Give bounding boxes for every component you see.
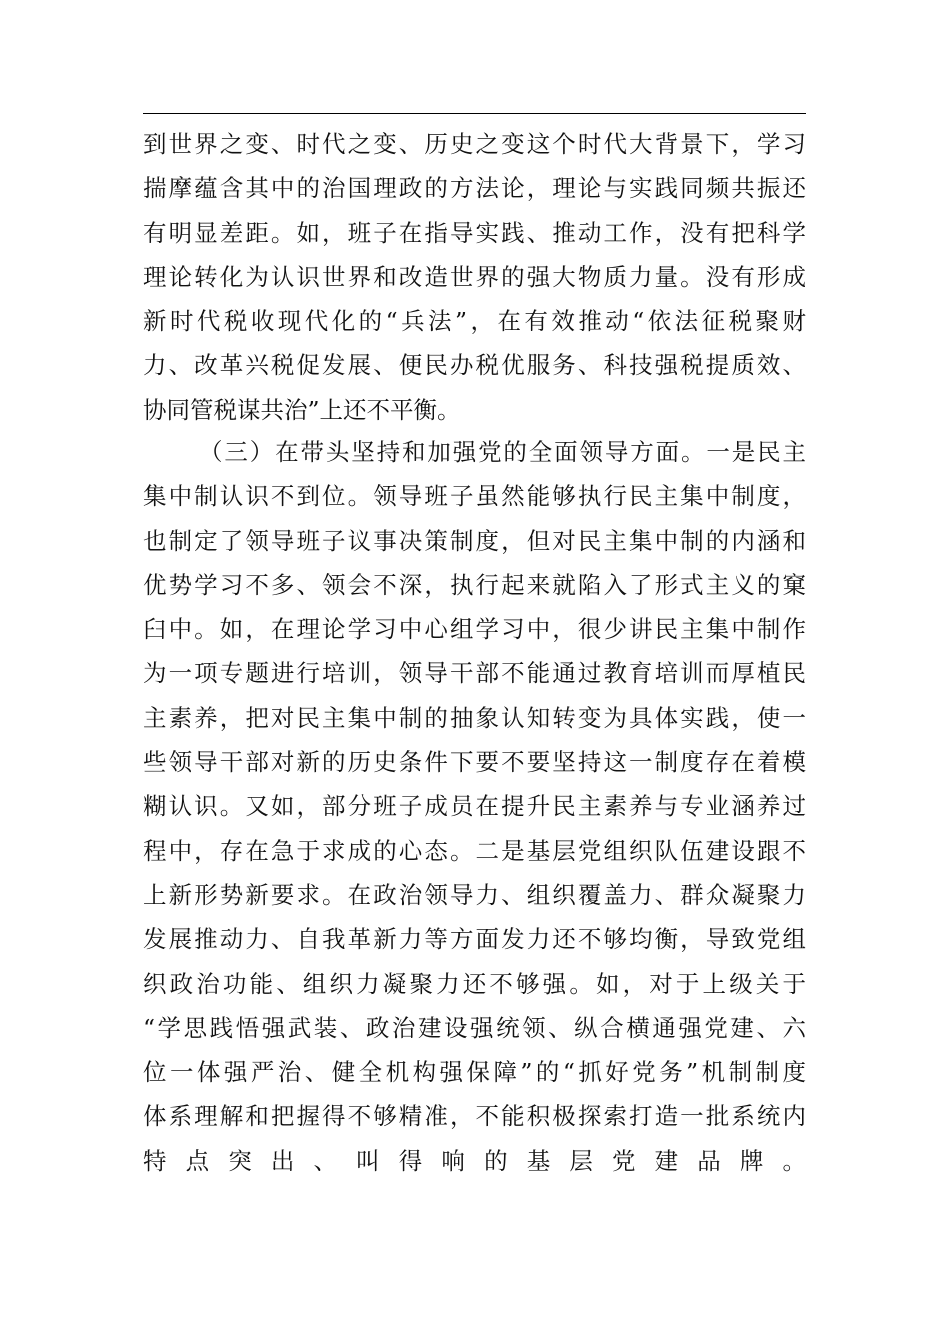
paragraph-line: 发展推动力、自我革新力等方面发力还不够均衡，导致党组 bbox=[143, 925, 806, 954]
paragraph-1 bbox=[143, 122, 806, 432]
paragraph-line: 主素养，把对民主集中制的抽象认知转变为具体实践，使一 bbox=[143, 703, 806, 732]
paragraph-line: 臼中。如，在理论学习中心组学习中，很少讲民主集中制作 bbox=[143, 615, 806, 644]
paragraph-line: 体系理解和把握得不够精准，不能积极探索打造一批系统内 bbox=[143, 1102, 806, 1131]
paragraph-line bbox=[143, 1227, 806, 1271]
paragraph-line: 为一项专题进行培训，领导干部不能通过教育培训而厚植民 bbox=[143, 659, 806, 688]
paragraph-line: 也制定了领导班子议事决策制度，但对民主集中制的内涵和 bbox=[143, 526, 806, 555]
paragraph-line: 位一体强严治、健全机构强保障”的“抓好党务”机制制度 bbox=[143, 1058, 806, 1087]
paragraph-line: 力、改革兴税促发展、便民办税优服务、科技强税提质效、 bbox=[143, 351, 806, 380]
paragraph-line: 揣摩蕴含其中的治国理政的方法论，理论与实践同频共振还 bbox=[143, 174, 806, 203]
paragraph-line: 新时代税收现代化的“兵法”，在有效推动“依法征税聚财 bbox=[143, 307, 806, 336]
paragraph-line: 有明显差距。如，班子在指导实践、推动工作，没有把科学 bbox=[143, 218, 806, 247]
paragraph-line: 上新形势新要求。在政治领导力、组织覆盖力、群众凝聚力 bbox=[143, 880, 806, 909]
paragraph-line: 理论转化为认识世界和改造世界的强大物质力量。没有形成 bbox=[143, 262, 806, 291]
paragraph-line: 优势学习不多、领会不深，执行起来就陷入了形式主义的窠 bbox=[143, 570, 806, 599]
paragraph-line: 协同管税谋共治”上还不平衡。 bbox=[143, 395, 461, 424]
paragraph-line: 些领导干部对新的历史条件下要不要坚持这一制度存在着模 bbox=[143, 748, 806, 777]
paragraph-line: 织政治功能、组织力凝聚力还不够强。如，对于上级关于 bbox=[143, 969, 806, 998]
paragraph-line: 特点突出、叫得响的基层党建品牌。 bbox=[143, 1146, 806, 1175]
paragraph-line bbox=[143, 1183, 806, 1227]
paragraph-line: “学思践悟强武装、政治建设强统领、纵合横通强党建、六 bbox=[143, 1013, 806, 1042]
paragraph-2 bbox=[143, 430, 806, 1272]
paragraph-line: 集中制认识不到位。领导班子虽然能够执行民主集中制度， bbox=[143, 482, 806, 511]
paragraph-line: 程中，存在急于求成的心态。二是基层党组织队伍建设跟不 bbox=[143, 836, 806, 865]
paragraph-line: 糊认识。又如，部分班子成员在提升民主素养与专业涵养过 bbox=[143, 792, 806, 821]
header-rule bbox=[143, 113, 806, 114]
section-heading-line: （三）在带头坚持和加强党的全面领导方面。一是民主 bbox=[199, 438, 806, 466]
paragraph-line: 到世界之变、时代之变、历史之变这个时代大背景下，学习 bbox=[143, 130, 806, 158]
